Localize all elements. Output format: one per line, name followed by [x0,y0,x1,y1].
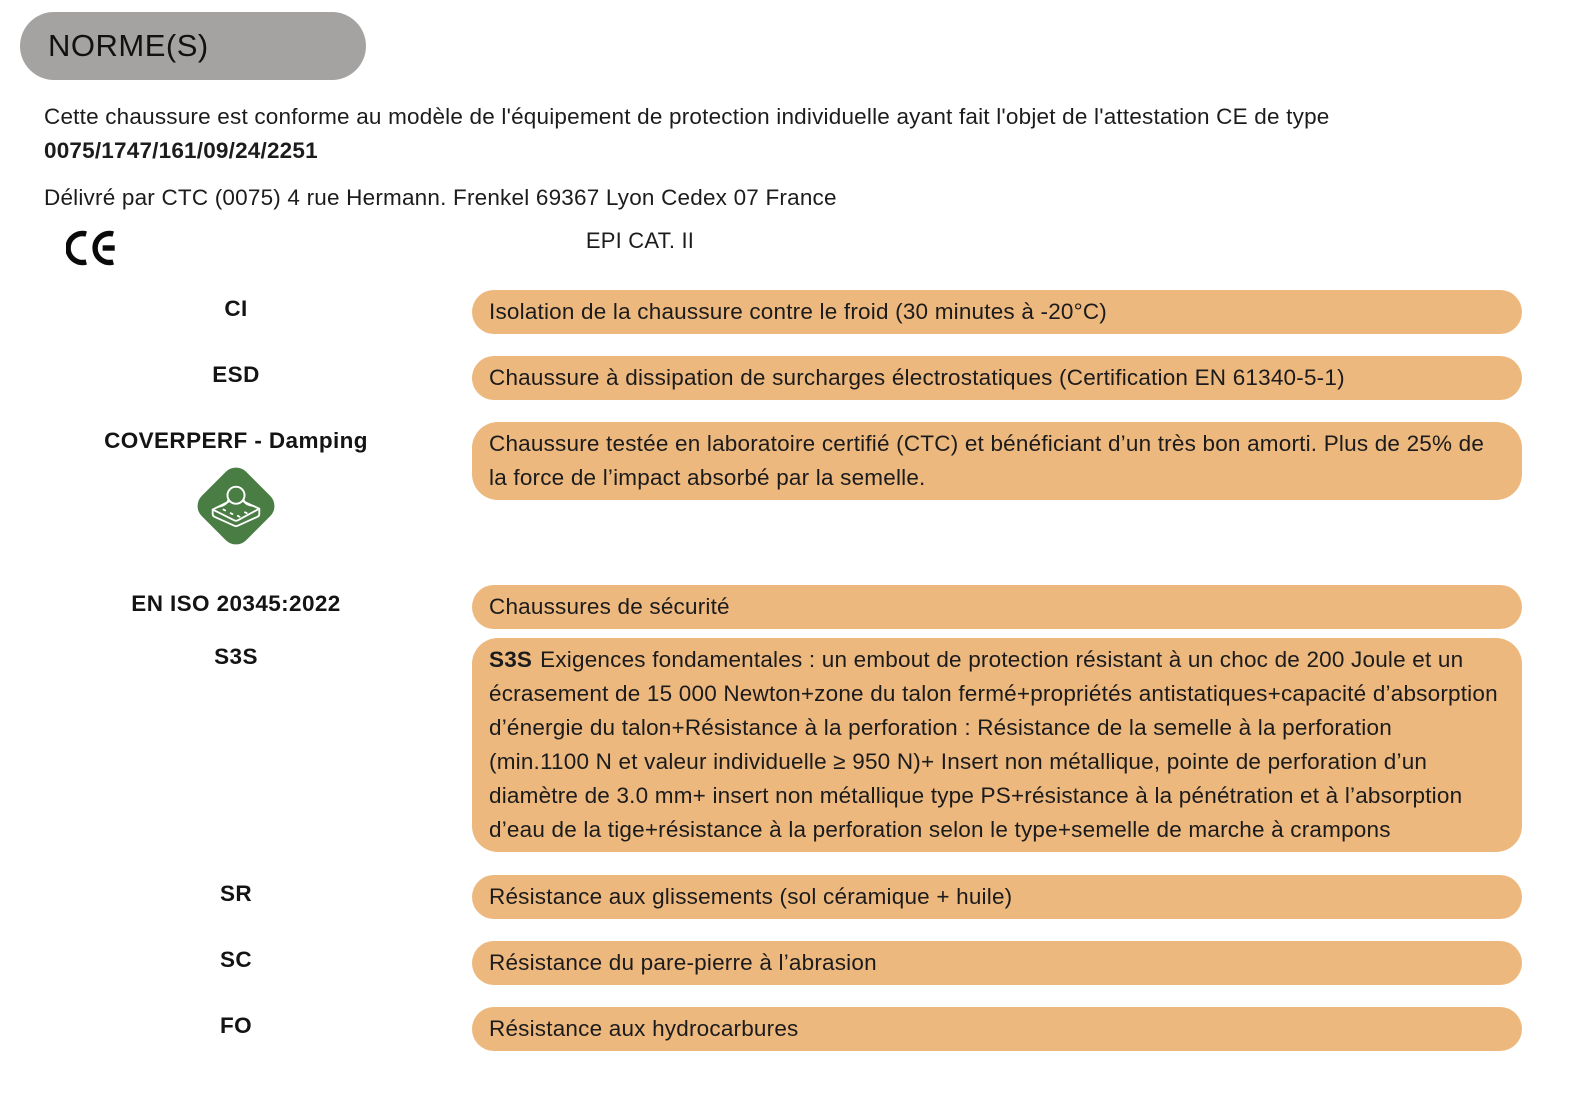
norm-code-esd: ESD [212,362,260,388]
epi-category-label: EPI CAT. II [585,228,695,254]
conformity-statement [44,100,1524,168]
norm-row-sr [0,875,1575,919]
norm-code-coverperf: COVERPERF - Damping [104,428,368,454]
norm-row-sc [0,941,1575,985]
norm-code-ci: CI [224,296,248,322]
norm-code-fo: FO [219,1013,253,1039]
norm-code-s3s: S3S [214,644,258,670]
certification-line [0,226,1575,270]
section-title-badge: NORME(S) [20,12,366,80]
issuer-line: Délivré par CTC (0075) 4 rue Hermann. Frenkel 69367 Lyon Cedex 07 France [44,184,837,210]
norm-row-coverperf [0,422,1575,563]
norm-description-esd: Chaussure à dissipation de surcharges électrostatiques (Certification EN 61340-5-1) [472,356,1522,400]
norm-description-fo: Résistance aux hydrocarbures [472,1007,1522,1051]
norm-description-sr: Résistance aux glissements (sol céramique + huile) [472,875,1522,919]
attestation-code: 0075/1747/161/09/24/2251 [44,137,318,163]
norm-code-sc: SC [219,947,253,973]
norms-table [0,290,1575,1051]
conformity-text: Cette chaussure est conforme au modèle de l'équipement de protection individuelle ayant fait l'objet de l'attestation CE de type [44,104,1330,129]
norm-row-eniso [0,585,1575,629]
norm-row-esd [0,356,1575,400]
norm-code-eniso: EN ISO 20345:2022 [131,591,341,617]
norm-row-s3s [0,638,1575,852]
norm-row-ci [0,290,1575,334]
norm-description-sc: Résistance du pare-pierre à l’abrasion [472,941,1522,985]
norm-description-s3s: S3S Exigences fondamentales : un embout de protection résistant à un choc de 200 Joule et un écrasement de 15 000 Newton+zone du talon fermé+propriétés antistatiques+capacité d’absorption d’énergie du talon+Résistance à la perforation : Résistance de la semelle à la perforation (min.1100 N et valeur individuelle ≥ 950 N)+ Insert non métallique, pointe de perforation d’un diamètre de 3.0 mm+ insert non métallique type PS+résistance à la pénétration et à l’absorption d’eau de la tige+résistance à la perforation selon le type+semelle de marche à crampons [472,638,1522,852]
damping-sole-icon [0,454,472,563]
norm-description-eniso: Chaussures de sécurité [472,585,1522,629]
s3s-bold-prefix: S3S [489,647,533,673]
norm-row-fo [0,1007,1575,1051]
norm-description-ci: Isolation de la chaussure contre le froid (30 minutes à -20°C) [472,290,1522,334]
norm-description-coverperf: Chaussure testée en laboratoire certifié (CTC) et bénéficiant d’un très bon amorti. Plus de 25% de la force de l’impact absorbé par la semelle. [472,422,1522,500]
norm-code-sr: SR [219,881,253,907]
